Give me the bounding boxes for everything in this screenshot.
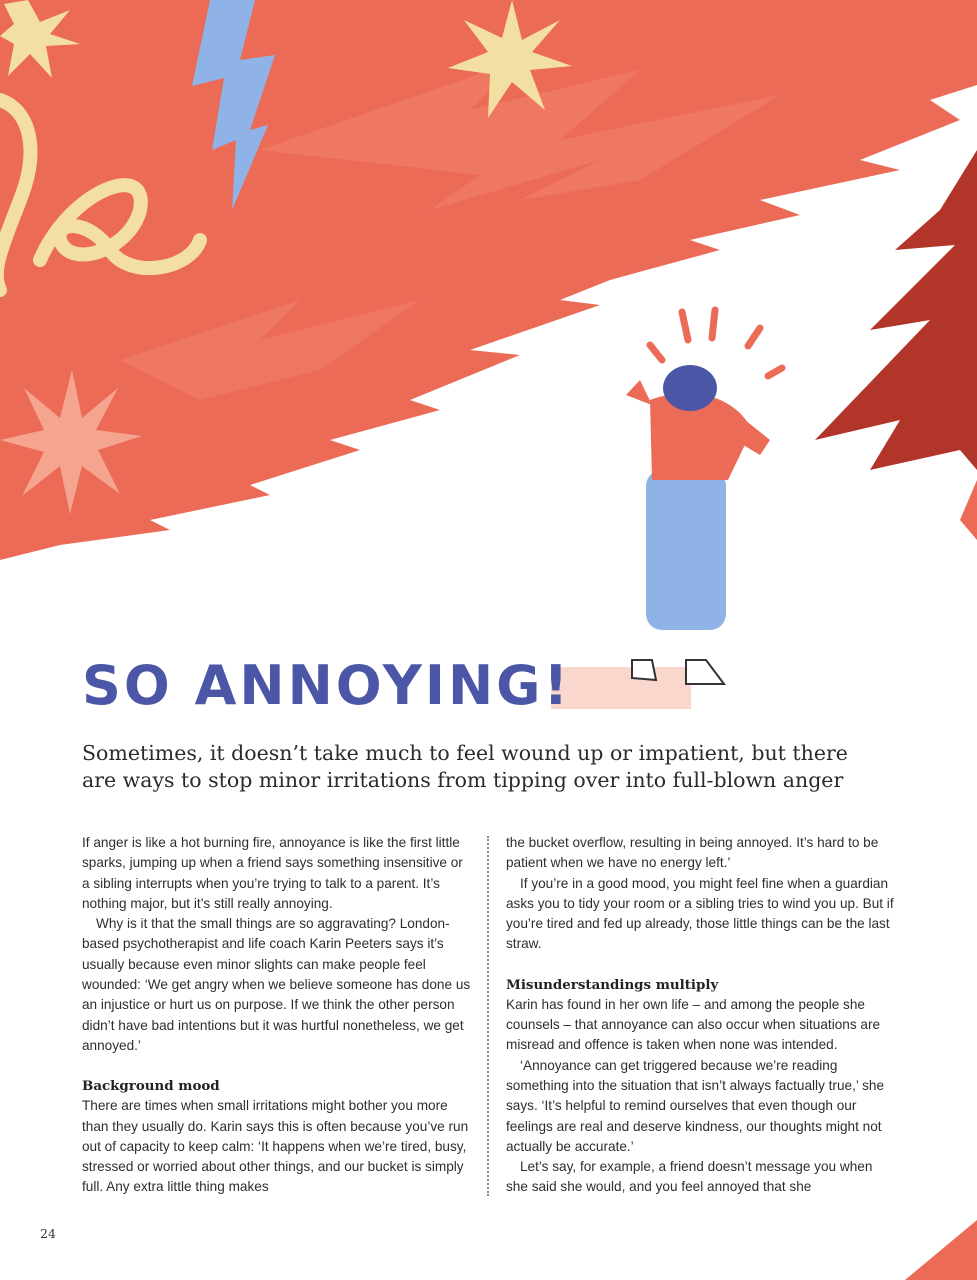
right-burst-shape xyxy=(815,150,977,470)
annoyed-person-figure xyxy=(626,365,770,684)
page-number: 24 xyxy=(40,1226,56,1241)
paragraph: Karin has found in her own life – and among the people she counsels – that annoyance can also occur when situations are misread and offence is taken when none was intended. xyxy=(506,996,881,1053)
paragraph: ‘Annoyance can get triggered because we’re reading something into the situation that isn’t always factually true,’ she says. ‘It’s helpful to remind ourselves that even though our feelings are real and deserve kindness, our thoughts might not actually be accurate.’ xyxy=(506,1057,885,1154)
paragraph: Why is it that the small things are so aggravating? London-based psychotherapist and life coach Karin Peeters says it’s usually because even minor slights can make people feel wounded: ‘We get angry when we believe someone has done us an injustice or hurt us on purpose. If we think the other person didn’t have bad intentions but it was hurtful nonetheless, we get annoyed.’ xyxy=(82,916,471,1053)
paragraph: There are times when small irritations might bother you more than they usually do. Karin says this is often because you’ve run out of capacity to keep calm: ‘It happens when we’re tired, busy, stressed or worried about other things, and our bucket is simply full. Any extra little thing makes xyxy=(82,1098,469,1195)
paragraph: the bucket overflow, resulting in being annoyed. It’s hard to be patient when we have no energy left.’ xyxy=(506,835,879,871)
paragraph: If you’re in a good mood, you might feel fine when a guardian asks you to tidy your room or a sibling tries to wind you up. But if you’re tired and fed up already, those little things can be the last straw. xyxy=(506,875,894,952)
frustration-lines xyxy=(650,310,782,376)
section-heading: Background mood xyxy=(82,1078,220,1095)
article-standfirst: Sometimes, it doesn’t take much to feel wound up or impatient, but there are ways to stop minor irritations from tipping over into full-blown anger xyxy=(82,741,848,792)
paragraph: If anger is like a hot burning fire, annoyance is like the first little sparks, jumping up when a friend says something insensitive or a sibling interrupts when you’re trying to talk to a parent. It’s nothing major, but it’s still really annoying. xyxy=(82,835,463,911)
paragraph: Let’s say, for example, a friend doesn’t message you when she said she would, and you feel annoyed that she xyxy=(506,1159,873,1195)
column-divider xyxy=(487,836,489,1196)
article-title: SO ANNOYING! xyxy=(82,654,572,717)
left-column xyxy=(82,833,474,1198)
right-column xyxy=(506,833,898,1198)
section-heading: Misunderstandings multiply xyxy=(506,976,719,993)
